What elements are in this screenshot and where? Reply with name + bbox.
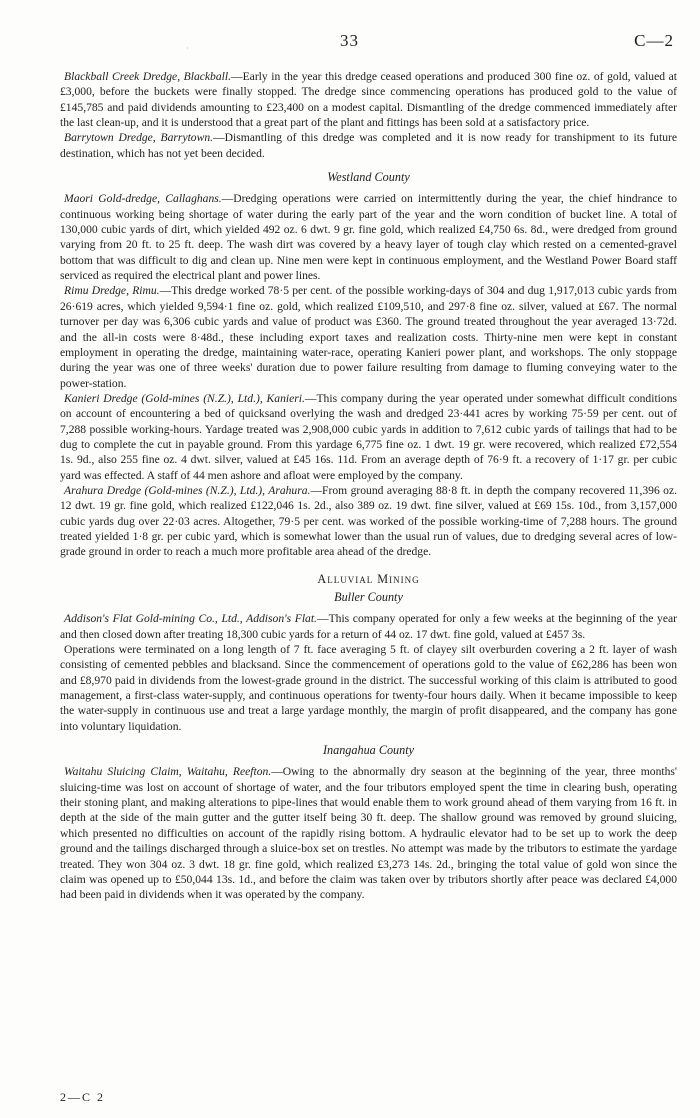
paragraph-kanieri: [60, 391, 677, 483]
section-heading-buller: Buller County: [334, 590, 403, 604]
paragraph-text: —From ground averaging 88·8 ft. in depth the company recovered 11,396 oz. 12 dwt. 19 gr. fine gold, which realized £122,046 1s. 2d., also 389 oz. 19 dwt. fine silver, valued at £69 15s. 10d., from 3,157,000 cubic yards dug over 22·03 acres. Altogether, 79·5 per cent. was worked of the possible working-time of 7,288 hours. The ground treated yielded 1·8 gr. per cubic yard, which is somewhat lower than the usual run of values, due to dredging several acres of low-grade ground in order to reach a much more profitable area ahead of the dredge.: [60, 483, 677, 559]
page-footer-signature: 2—C 2: [60, 1090, 106, 1104]
section-heading-westland: Westland County: [327, 170, 410, 185]
paragraph-waitahu: [60, 764, 677, 902]
document-reference: C—2: [634, 31, 674, 50]
paragraph-lead: Blackball Creek Dredge, Blackball.: [64, 70, 231, 83]
paragraph-text: —Early in the year this dredge ceased operations and produced 300 fine oz. of gold, valued at £3,000, before the buckets were finally stopped. The dredge since commencing operations has produced gold to the value of £145,785 and paid dividends amounting to £23,400 on a modest capital. Dismantling of the dredge commenced immediately after the last clean-up, and it is understood that a great part of the plant and fittings has been sold at a satisfactory price.: [60, 70, 677, 130]
paragraph-text: —Dismantling of this dredge was completed and it is now ready for transhipment to its future destination, which has not yet been decided.: [60, 131, 677, 160]
document-body: [60, 69, 677, 903]
paragraph-text: —Dredging operations were carried on intermittently during the year, the chief hindrance to continuous working being shortage of water during the early part of the year and the worn condition of bucket line. A total of 130,000 cubic yards of dirt, which yielded 492 oz. 6 dwt. 9 gr. fine gold, which realized £4,750 6s. 8d., were dredged from ground varying from 20 ft. to 25 ft. deep. The wash dirt was covered by a heavy layer of tough clay which rested on a cemented-gravel bottom that was difficult to dig and clean up. Nine men were kept in continuous employment, and the Westland Power Board staff serviced as required the electrical plant and power lines.: [60, 192, 677, 283]
paragraph-text: —This company operated for only a few weeks at the beginning of the year and then closed down after treating 18,300 cubic yards for a return of 44 oz. 17 dwt. fine gold, valued at £457 3s.: [60, 612, 678, 641]
paragraph-arahura: [60, 483, 677, 560]
paragraph-operations: [60, 642, 677, 734]
page-number: 33: [340, 31, 359, 50]
paragraph-lead: Barrytown Dredge, Barrytown.: [64, 131, 214, 145]
header-mark: ·: [186, 44, 189, 53]
paragraph-lead: Arahura Dredge (Gold-mines (N.Z.), Ltd.), Arahura.: [64, 483, 311, 497]
paragraph-lead: Kanieri Dredge (Gold-mines (N.Z.), Ltd.), Kanieri.: [64, 391, 305, 405]
paragraph-lead: Addison's Flat Gold-mining Co., Ltd., Addison's Flat.: [64, 612, 317, 626]
paragraph-rimu: [60, 283, 677, 390]
paragraph-text: —Owing to the abnormally dry season at the beginning of the year, three months' sluicing-time was lost on account of shortage of water, and the four tributors employed spent the time in clearing bush, operating their stoning plant, and making alterations to pipe-lines that would enable them to work ground ahead of them varying from 16 ft. in depth at the side of the main gutter and the gutter itself being 30 ft. deep. The shallow ground was removed by ground sluicing, which presented no difficulties on account of the rapidly rising bottom. A hydraulic elevator had to be set up to work the deep ground and the tailings discharged through a sluice-box set on trestles. No attempt was made by the tributors to estimate the yardage treated. They won 304 oz. 3 dwt. 18 gr. fine gold, which realized £3,273 14s. 2d., bringing the total value of gold won since the claim was opened up to £50,044 13s. 1d., and before the claim was taken over by tributors shortly after peace was declared £4,000 had been paid in dividends when it was operated by the company.: [60, 765, 677, 902]
paragraph-addisons: [60, 611, 677, 642]
paragraph-lead: Waitahu Sluicing Claim, Waitahu, Reefton.: [64, 765, 272, 779]
paragraph-text: —This dredge worked 78·5 per cent. of the possible working-days of 304 and dug 1,917,013 cubic yards from 26·619 acres, which yielded 9,594·1 fine oz. gold, which realized £109,510, and 297·8 fine oz. silver, valued at £67. The normal turnover per day was 6,306 cubic yards and value of product was £360. The ground treated throughout the year averaged 13·72d. and the all-in costs were 8·48d., these including export taxes and realization costs. Thirty-nine men were kept in constant employment in operating the dredge, maintaining water-race, operating Kanieri power plant, and workshops. The only stoppage during the year was one of three weeks' duration due to power failure resulting from damage to fluming conveying water to the power-station.: [60, 284, 677, 390]
paragraph-maori: [60, 191, 677, 283]
paragraph-lead: Rimu Dredge, Rimu.: [64, 284, 160, 298]
section-heading-inangahua: Inangahua County: [322, 743, 415, 758]
paragraph-text: —This company during the year operated under somewhat difficult conditions on account of encountering a bed of quicksand overlying the wash and dredged 23·441 acres by working 75·59 per cent. out of 7,288 possible working-hours. Yardage treated was 2,908,000 cubic yards in addition to 7,612 cubic yards of tailings that had to be dug to complete the cut in payable ground. From this yardage 6,775 fine oz. 1 dwt. 19 gr. were recovered, which realized £72,554 1s. 9d., also 255 fine oz. 4 dwt. silver, valued at £45 16s. 11d. From an average depth of 76·9 ft. a recovery of 1·17 gr. per cubic yard was effected. A staff of 44 men ashore and afloat were employed by the company.: [60, 391, 678, 482]
section-heading-alluvial: Alluvial Mining: [317, 571, 420, 586]
paragraph-lead: Maori Gold-dredge, Callaghans.: [64, 192, 222, 206]
paragraph-text: Operations were terminated on a long length of 7 ft. face averaging 5 ft. of clayey silt overburden covering a 2 ft. layer of wash consisting of cemented pebbles and blacksand. Since the commencement of operations gold to the value of £62,286 has been won and £8,970 paid in dividends from the lowest-grade ground in the district. The successful working of this claim is attributed to good management, a first-class water-supply, and continuous operations for twenty-four hours daily. When it became impossible to keep the water-supply in continuous use and treat a large yardage monthly, the margin of profit disappeared, and the company has gone into voluntary liquidation.: [60, 643, 677, 733]
paragraph-blackball: [60, 69, 677, 130]
paragraph-barrytown: [60, 130, 677, 161]
